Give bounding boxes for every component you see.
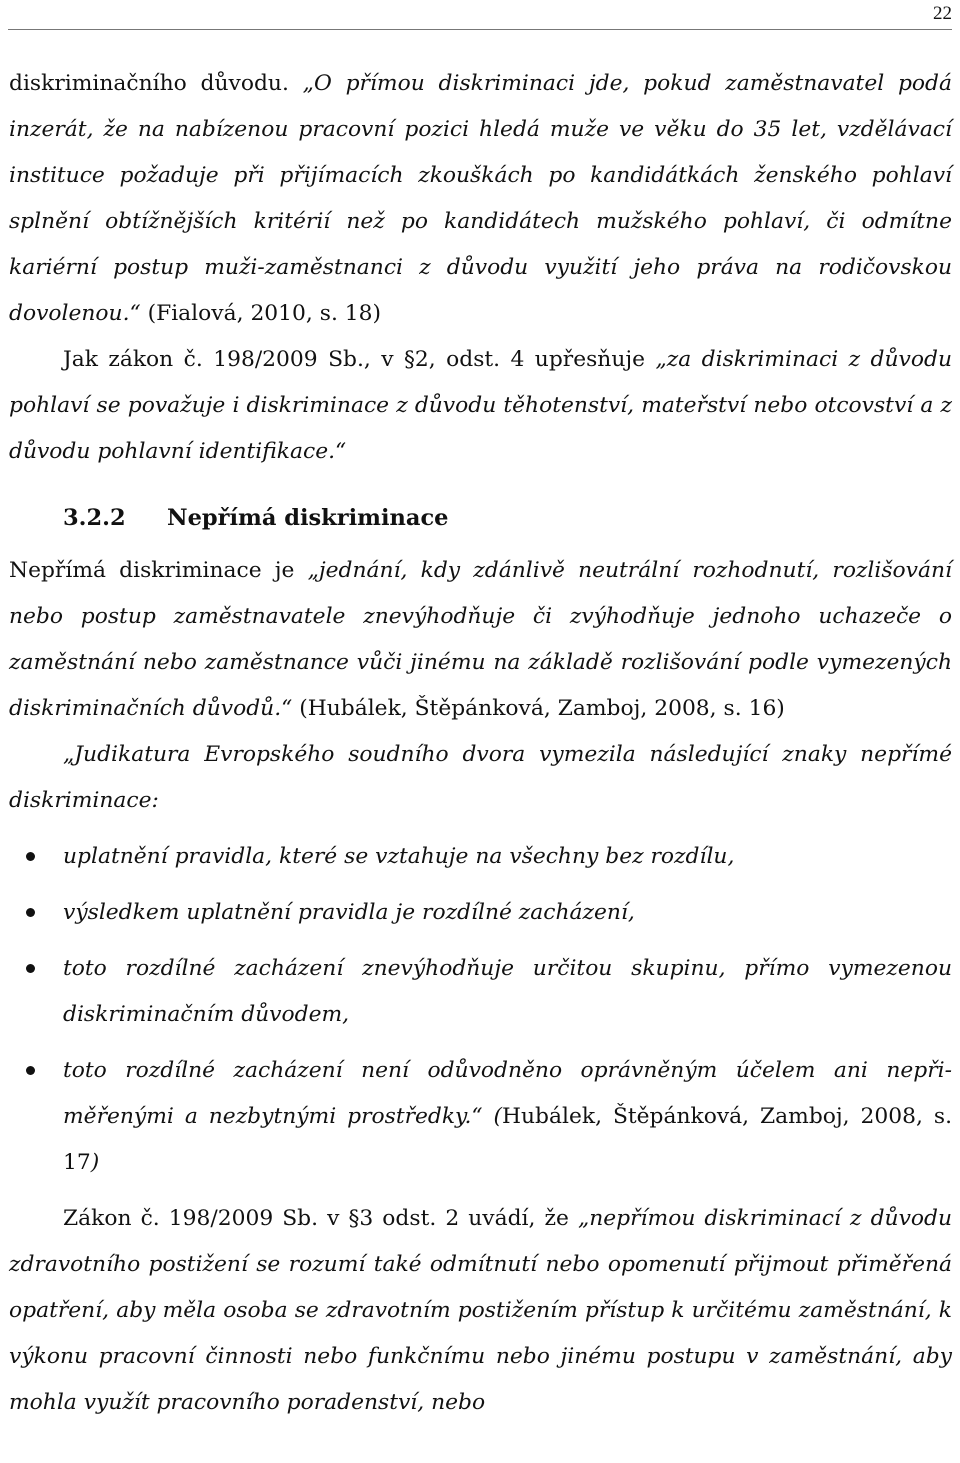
paragraph-indirect-definition [9, 548, 952, 732]
paragraph-health-disability [9, 1196, 952, 1426]
bullet-icon [26, 908, 35, 917]
list-item-close: ) [90, 1150, 100, 1175]
feature-list [9, 834, 952, 1186]
list-item-text: uplatnění pravidla, které se vztahuje na všechny bez rozdílu, [63, 844, 735, 869]
list-item [9, 890, 952, 936]
paragraph-text: Zákon č. 198/2009 Sb. v §3 odst. 2 uvádí, že [63, 1206, 578, 1231]
section-title: Nepřímá diskriminace [167, 505, 449, 531]
paragraph-court-features [9, 732, 952, 824]
quoted-text: „O přímou diskriminaci jde, pokud zaměstnavatel podá inzerát, že na nabízenou pracovní pozici hledá muže ve věku do 35 let, vzdělávací instituce požaduje při přijímacích zkouškách po kandidátkách ženského pohlaví splnění obtížnějších kritérií než po kandidátech mužského pohlaví, či odmítne kariérní postup muži-zaměstnanci z důvodu využití jeho práva na rodičovskou dovolenou.“ [9, 71, 952, 326]
list-item-text: výsledkem uplatnění pravidla je rozdílné zacházení, [63, 900, 635, 925]
paragraph-text: Nepřímá diskriminace je [9, 558, 308, 583]
list-item [9, 1048, 952, 1186]
header-rule [8, 29, 952, 30]
list-item-text: toto rozdílné zacházení není odůvodněno oprávněným účelem ani nepřiměřenými a nezbytnými prostředky.“ ( [63, 1058, 952, 1129]
paragraph-law-reference [9, 337, 952, 475]
section-heading [9, 495, 952, 541]
paragraph-direct-discrimination-example [9, 61, 952, 337]
document-body [9, 61, 952, 1426]
quoted-text: „jednání, kdy zdánlivě neutrální rozhodnutí, rozlišování nebo postup zaměstnavatele znevýhodňuje či zvýhodňuje jednoho uchazeče o zaměstnání nebo zaměstnance vůči jinému na základě rozlišování podle vymezených diskriminačních důvodů.“ [9, 558, 952, 721]
bullet-icon [26, 1066, 35, 1075]
section-number: 3.2.2 [63, 505, 126, 531]
list-item [9, 946, 952, 1038]
list-item [9, 834, 952, 880]
citation: (Fialová, 2010, s. 18) [140, 301, 382, 326]
quoted-text: „Judikatura Evropského soudního dvora vymezila následující znaky nepřímé diskriminace: [9, 742, 952, 813]
page-number: 22 [933, 3, 952, 24]
bullet-icon [26, 852, 35, 861]
paragraph-text: diskriminačního důvodu. [9, 71, 303, 96]
bullet-icon [26, 964, 35, 973]
citation: (Hubálek, Štěpánková, Zamboj, 2008, s. 16) [292, 696, 785, 721]
quoted-text: „za diskriminaci z důvodu pohlaví se považuje i diskriminace z důvodu těhotenství, mateřství nebo otcovství a z důvodu pohlavní identifikace.“ [9, 347, 952, 464]
paragraph-text: Jak zákon č. 198/2009 Sb., v §2, odst. 4 upřesňuje [63, 347, 656, 372]
list-item-text: toto rozdílné zacházení znevýhodňuje určitou skupinu, přímo vymezenou diskriminačním důvodem, [63, 956, 952, 1027]
quoted-text: „nepřímou diskriminací z důvodu zdravotního postižení se rozumí také odmítnutí nebo opomenutí přijmout přiměřená opatření, aby měla osoba se zdravotním postižením přístup k určitému zaměstnání, k výkonu pracovní činnosti nebo funkčnímu nebo jinému postupu v zaměstnání, aby mohla využít pracovního poradenství, nebo [9, 1206, 952, 1415]
citation: Hubálek, Štěpánková, Zamboj, 2008, s. 17 [63, 1104, 952, 1175]
